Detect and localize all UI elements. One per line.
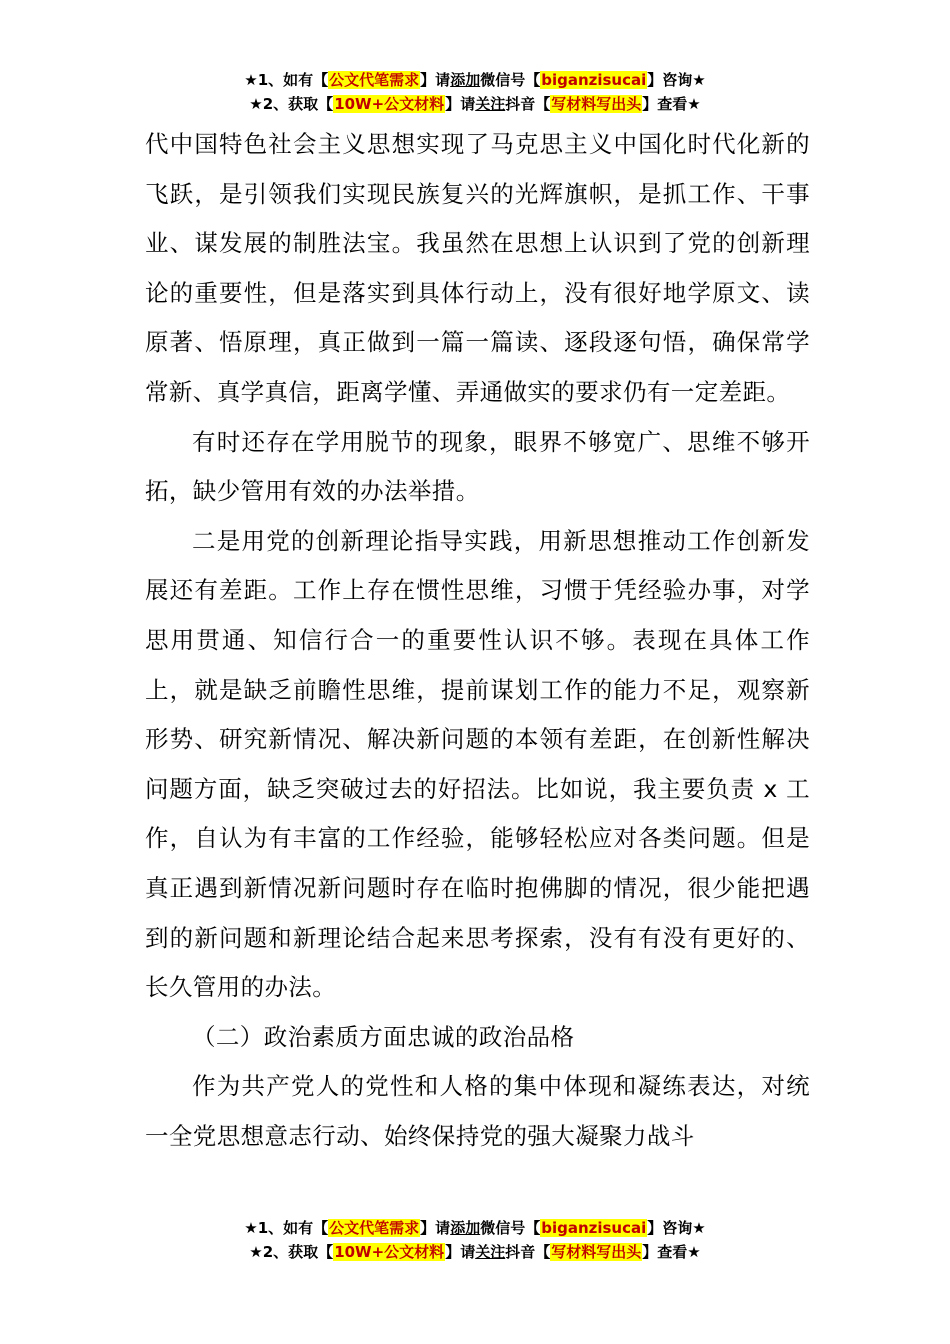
banner-text: 】咨询★: [647, 71, 706, 89]
highlight-materials: 10W+公文材料: [334, 95, 445, 113]
footer-banner-line-1: [0, 1216, 950, 1240]
banner-text: 】查看★: [642, 95, 701, 113]
banner-text: 】请: [445, 1243, 476, 1261]
header-banner-line-1: [0, 68, 950, 92]
paragraph: 有时还存在学用脱节的现象，眼界不够宽广、思维不够开拓，缺少管用有效的办法举措。: [145, 427, 810, 506]
header-banner-line-2: [0, 92, 950, 116]
banner-text: 微信号【: [480, 1219, 541, 1237]
banner-text: 】请: [420, 71, 451, 89]
banner-text: 】请: [445, 95, 476, 113]
banner-text: ★1、如有【: [244, 71, 329, 89]
banner-text: 抖音【: [505, 95, 551, 113]
highlight-douyin-account: 写材料写出头: [551, 95, 642, 113]
highlight-service: 公文代笔需求: [329, 1219, 420, 1237]
highlight-wechat-id: biganzisucai: [541, 1219, 647, 1237]
paragraph: 代中国特色社会主义思想实现了马克思主义中国化时代化新的飞跃，是引领我们实现民族复兴的光辉旗帜，是抓工作、干事业、谋发展的制胜法宝。我虽然在思想上认识到了党的创新理论的重要性，但是落实到具体行动上，没有很好地学原文、读原著、悟原理，真正做到一篇一篇读、逐段逐句悟，确保常学常新、真学真信，距离学懂、弄通做实的要求仍有一定差距。: [145, 130, 810, 406]
banner-text: 关注: [475, 1243, 506, 1261]
document-body: [145, 120, 810, 1161]
banner-text: 添加: [450, 71, 481, 89]
banner-text: 】请: [420, 1219, 451, 1237]
banner-text: 】查看★: [642, 1243, 701, 1261]
banner-text: 微信号【: [480, 71, 541, 89]
footer-banner: [0, 1216, 950, 1264]
header-banner: [0, 68, 950, 116]
paragraph: 二是用党的创新理论指导实践，用新思想推动工作创新发展还有差距。工作上存在惯性思维，习惯于凭经验办事，对学思用贯通、知信行合一的重要性认识不够。表现在具体工作上，就是缺乏前瞻性思维，提前谋划工作的能力不足，观察新形势、研究新情况、解决新问题的本领有差距，在创新性解决问题方面，缺乏突破过去的好招法。比如说，我主要负责 x 工作，自认为有丰富的工作经验，能够轻松应对各类问题。但是真正遇到新情况新问题时存在临时抱佛脚的情况，很少能把遇到的新问题和新理论结合起来思考探索，没有有没有更好的、长久管用的办法。: [145, 526, 810, 1002]
banner-text: 】咨询★: [647, 1219, 706, 1237]
highlight-service: 公文代笔需求: [329, 71, 420, 89]
banner-text: 抖音【: [505, 1243, 551, 1261]
highlight-douyin-account: 写材料写出头: [551, 1243, 642, 1261]
banner-text: 关注: [475, 95, 506, 113]
banner-text: ★2、获取【: [249, 95, 334, 113]
highlight-materials: 10W+公文材料: [334, 1243, 445, 1261]
banner-text: ★2、获取【: [249, 1243, 334, 1261]
banner-text: 添加: [450, 1219, 481, 1237]
banner-text: ★1、如有【: [244, 1219, 329, 1237]
section-heading: （二）政治素质方面忠诚的政治品格: [192, 1022, 575, 1051]
highlight-wechat-id: biganzisucai: [541, 71, 647, 89]
footer-banner-line-2: [0, 1240, 950, 1264]
paragraph: 作为共产党人的党性和人格的集中体现和凝练表达，对统一全党思想意志行动、始终保持党的强大凝聚力战斗: [145, 1072, 810, 1150]
